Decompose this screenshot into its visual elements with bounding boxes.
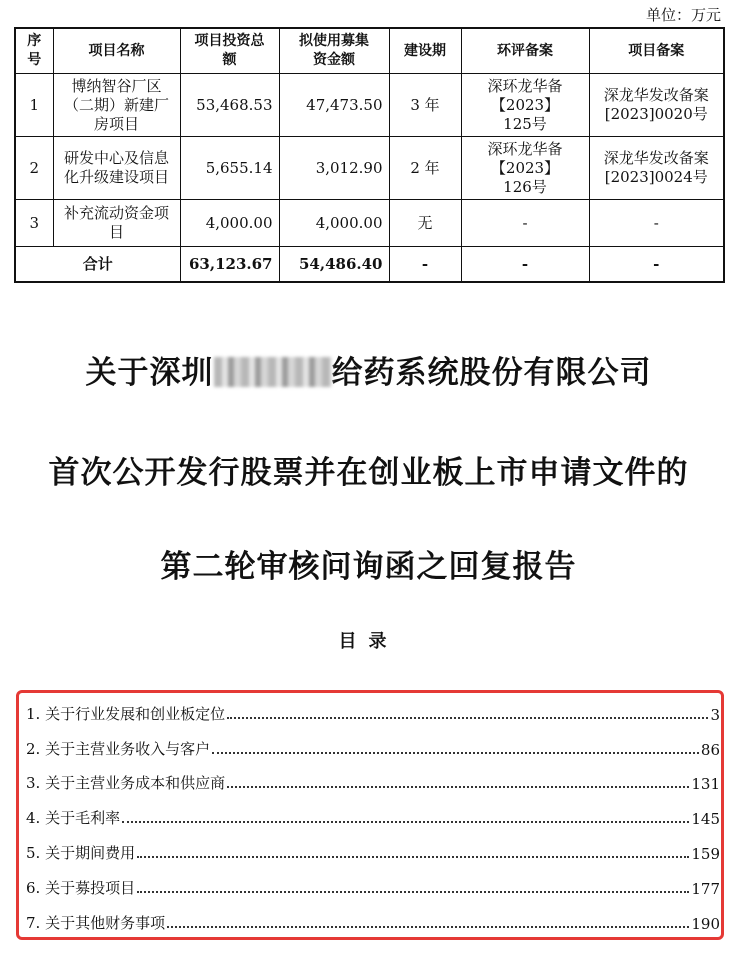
- toc-item-label: 6. 关于募投项目: [26, 879, 136, 897]
- redacted-name: [214, 357, 332, 387]
- total-period: -: [389, 247, 461, 283]
- toc-item-label: 7. 关于其他财务事项: [26, 914, 166, 932]
- total-record: -: [589, 247, 724, 283]
- cell-record: -: [589, 200, 724, 247]
- cell-env: -: [461, 200, 589, 247]
- table-row: [15, 74, 724, 137]
- toc-item-label: 1. 关于行业发展和创业板定位: [26, 705, 226, 723]
- cell-raise: 47,473.50: [279, 74, 389, 137]
- toc-item-page: 86: [700, 741, 720, 759]
- table-total-row: [15, 247, 724, 283]
- header-period: 建设期: [389, 28, 461, 74]
- unit-label: 单位：万元: [645, 6, 721, 24]
- header-env: 环评备案: [461, 28, 589, 74]
- toc-item-label: 4. 关于毛利率: [26, 809, 121, 827]
- toc-item-page: 159: [691, 845, 720, 863]
- toc-item-page: 131: [691, 775, 720, 793]
- title-line-3: 第二轮审核问询函之回复报告: [160, 549, 577, 585]
- cell-name: 博纳智谷厂区（二期）新建厂房项目: [53, 74, 180, 137]
- cell-seq: 3: [15, 200, 53, 247]
- toc-leader-dots: [137, 856, 689, 858]
- cell-period: 3 年: [389, 74, 461, 137]
- toc-item[interactable]: [26, 911, 720, 933]
- cell-period: 2 年: [389, 137, 461, 200]
- title-line-1-suffix: 给药系统股份有限公司: [331, 355, 652, 391]
- toc-item[interactable]: [26, 737, 720, 759]
- toc-item-label: 2. 关于主营业务收入与客户: [26, 740, 211, 758]
- header-seq: 序号: [15, 28, 53, 74]
- toc-leader-dots: [122, 821, 689, 823]
- table-row: [15, 200, 724, 247]
- total-invest: 63,123.67: [180, 247, 279, 283]
- cell-name: 补充流动资金项目: [53, 200, 180, 247]
- cell-seq: 1: [15, 74, 53, 137]
- title-line-2: 首次公开发行股票并在创业板上市申请文件的: [48, 455, 689, 491]
- toc-item[interactable]: [26, 806, 720, 828]
- header-record: 项目备案: [589, 28, 724, 74]
- toc-item-label: 5. 关于期间费用: [26, 844, 136, 862]
- title-line-1: [0, 347, 737, 392]
- header-name: 项目名称: [53, 28, 180, 74]
- cell-invest: 53,468.53: [180, 74, 279, 137]
- toc-item-page: 177: [691, 880, 720, 898]
- cell-record: 深龙华发改备案[2023]0020号: [589, 74, 724, 137]
- header-invest: 项目投资总额: [180, 28, 279, 74]
- cell-env: 深环龙华备【2023】126号: [461, 137, 589, 200]
- cell-invest: 4,000.00: [180, 200, 279, 247]
- table-row: [15, 137, 724, 200]
- cell-seq: 2: [15, 137, 53, 200]
- toc-leader-dots: [167, 926, 689, 928]
- toc-item[interactable]: [26, 841, 720, 863]
- investment-table: [14, 27, 725, 283]
- cell-record: 深龙华发改备案[2023]0024号: [589, 137, 724, 200]
- toc-item-page: 3: [710, 706, 720, 724]
- toc-item[interactable]: [26, 702, 720, 724]
- toc-heading: 目录: [338, 631, 399, 652]
- total-label: 合计: [15, 247, 180, 283]
- title-line-1-prefix: 关于深圳: [85, 355, 214, 391]
- toc-item-page: 190: [691, 915, 720, 933]
- toc-leader-dots: [227, 786, 689, 788]
- total-env: -: [461, 247, 589, 283]
- cell-raise: 3,012.90: [279, 137, 389, 200]
- toc-item[interactable]: [26, 876, 720, 898]
- table-header-row: [15, 28, 724, 74]
- toc-leader-dots: [227, 717, 708, 719]
- cell-invest: 5,655.14: [180, 137, 279, 200]
- total-raise: 54,486.40: [279, 247, 389, 283]
- cell-period: 无: [389, 200, 461, 247]
- toc-item-page: 145: [691, 810, 720, 828]
- cell-name: 研发中心及信息化升级建设项目: [53, 137, 180, 200]
- toc-leader-dots: [212, 752, 699, 754]
- header-raise: 拟使用募集资金额: [279, 28, 389, 74]
- cell-raise: 4,000.00: [279, 200, 389, 247]
- toc-leader-dots: [137, 891, 689, 893]
- cell-env: 深环龙华备【2023】125号: [461, 74, 589, 137]
- toc-item[interactable]: [26, 771, 720, 793]
- toc-item-label: 3. 关于主营业务成本和供应商: [26, 774, 226, 792]
